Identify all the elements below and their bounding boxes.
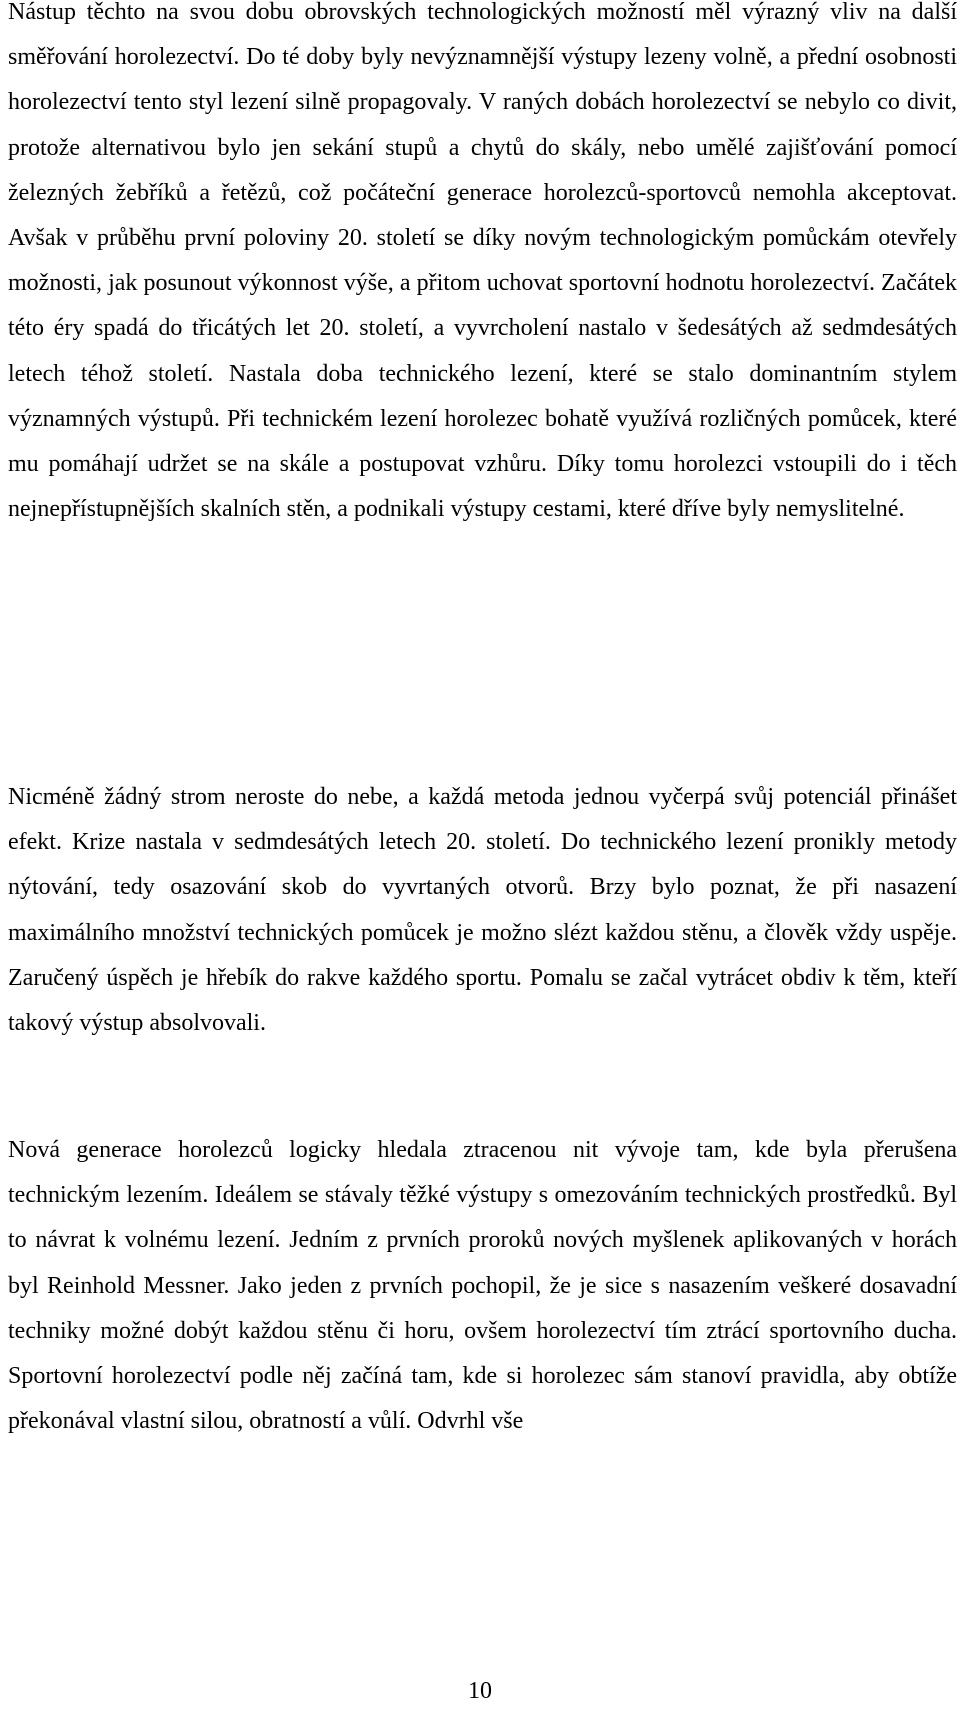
paragraph-3: Nová generace horolezců logicky hledala ztracenou nit vývoje tam, kde byla přerušena technickým lezením. Ideálem se stávaly těžké výstupy s omezováním technických prostředků. Byl to návrat k volnému lezení. Jedním z prvních proroků nových myšlenek aplikovaných v horách byl Reinhold Messner. Jako jeden z prvních pochopil, že je sice s nasazením veškeré dosavadní techniky možné dobýt každou stěnu či horu, ovšem horolezectví tím ztrácí sportovního ducha. Sportovní horolezectví podle něj začíná tam, kde si horolezec sám stanoví pravidla, aby obtíže překonával vlastní silou, obratností a vůlí. Odvrhl vše [8,1137,957,1435]
page-number: 10 [468,1678,492,1704]
paragraph-2: Nicméně žádný strom neroste do nebe, a každá metoda jednou vyčerpá svůj potenciál přinášet efekt. Krize nastala v sedmdesátých letech 20. století. Do technického lezení pronikly metody nýtování, tedy osazování skob do vyvrtaných otvorů. Brzy bylo poznat, že při nasazení maximálního množství technických pomůcek je možno slézt každou stěnu, a člověk vždy uspěje. Zaručený úspěch je hřebík do rakve každého sportu. Pomalu se začal vytrácet obdiv k těm, kteří takový výstup absolvovali. [8,784,957,1037]
paragraph-1: Nástup těchto na svou dobu obrovských technologických možností měl výrazný vliv na další směřování horolezectví. Do té doby byly nevýznamnější výstupy lezeny volně, a přední osobnosti horolezectví tento styl lezení silně propagovaly. V raných dobách horolezectví se nebylo co divit, protože alternativou bylo jen sekání stupů a chytů do skály, nebo umělé zajišťování pomocí železných žebříků a řetězů, což počáteční generace horolezců-sportovců nemohla akceptovat. Avšak v průběhu první poloviny 20. století se díky novým technologickým pomůckám otevřely možnosti, jak posunout výkonnost výše, a přitom uchovat sportovní hodnotu horolezectví. Začátek této éry spadá do třicátých let 20. století, a vyvrcholení nastalo v šedesátých až sedmdesátých letech téhož století. Nastala doba technického lezení, které se stalo dominantním stylem významných výstupů. Při technickém lezení horolezec bohatě využívá rozličných pomůcek, které mu pomáhají udržet se na skále a postupovat vzhůru. Díky tomu horolezci vstoupili do i těch nejnepřístupnějších skalních stěn, a podnikali výstupy cestami, které dříve byly nemyslitelné. [8,0,957,523]
